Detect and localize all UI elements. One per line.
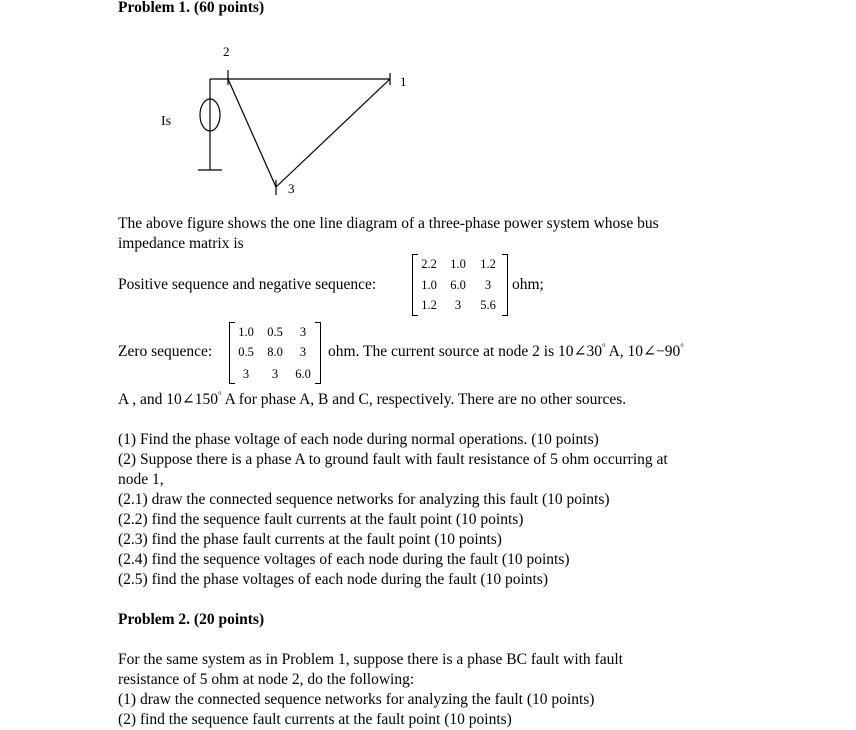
problem2-line-1: For the same system as in Problem 1, suppose there is a phase BC fault with fault <box>118 651 623 668</box>
zero-sequence-label: Zero sequence: <box>118 343 213 360</box>
problem2-question-2: (2) find the sequence fault currents at the fault point (10 points) <box>118 711 512 728</box>
matrix-cell: 3 <box>271 367 279 381</box>
problem1-title: Problem 1. (60 points) <box>118 0 265 16</box>
intro-line-1: The above figure shows the one line diagram of a three-phase power system whose bus <box>118 215 659 232</box>
zero-sequence-text: ohm. The current source at node 2 is 10∠30° A, 10∠−90° <box>328 342 684 360</box>
problem2-question-1: (1) draw the connected sequence networks for analyzing the fault (10 points) <box>118 691 595 708</box>
matrix-cell: 3 <box>484 278 492 292</box>
node-2-label: 2 <box>223 44 230 59</box>
matrix-cell: 3 <box>299 325 307 339</box>
line-1-3 <box>276 79 390 187</box>
matrix-cell: 5.6 <box>480 298 496 312</box>
positive-sequence-unit: ohm; <box>512 276 544 293</box>
question-2-line-2: node 1, <box>118 471 164 488</box>
question-2-3: (2.3) find the phase fault currents at the fault point (10 points) <box>118 531 502 548</box>
matrix-cell: 3 <box>299 345 307 359</box>
matrix-cell: 1.0 <box>421 278 437 292</box>
line-2-3 <box>228 79 276 187</box>
source-label: Is <box>161 114 172 129</box>
matrix-cell: 3 <box>242 367 250 381</box>
question-2-1: (2.1) draw the connected sequence networks for analyzing this fault (10 points) <box>118 491 610 508</box>
problem2-line-2: resistance of 5 ohm at node 2, do the following: <box>118 671 415 688</box>
matrix-cell: 0.5 <box>267 325 283 339</box>
phase-currents-line: A , and 10∠150° A for phase A, B and C, respectively. There are no other sources. <box>118 390 627 408</box>
matrix-cell: 3 <box>454 298 462 312</box>
matrix-cell: 1.0 <box>450 257 466 271</box>
question-1: (1) Find the phase voltage of each node during normal operations. (10 points) <box>118 431 599 448</box>
intro-line-2: impedance matrix is <box>118 235 244 252</box>
pos-matrix-right-bracket <box>502 254 508 316</box>
question-2-5: (2.5) find the phase voltages of each node during the fault (10 points) <box>118 571 549 588</box>
matrix-cell: 8.0 <box>267 345 283 359</box>
problem2-title: Problem 2. (20 points) <box>118 611 265 628</box>
question-2-4: (2.4) find the sequence voltages of each node during the fault (10 points) <box>118 551 570 568</box>
matrix-cell: 1.0 <box>238 325 254 339</box>
matrix-cell: 6.0 <box>295 367 311 381</box>
node-1-label: 1 <box>400 74 407 89</box>
matrix-cell: 2.2 <box>421 257 437 271</box>
matrix-cell: 0.5 <box>238 345 254 359</box>
matrix-cell: 1.2 <box>480 257 496 271</box>
node-3-label: 3 <box>288 181 295 196</box>
matrix-cell: 6.0 <box>450 278 466 292</box>
one-line-diagram <box>150 40 430 200</box>
matrix-cell: 1.2 <box>421 298 437 312</box>
question-2-line-1: (2) Suppose there is a phase A to ground fault with fault resistance of 5 ohm occurring at <box>118 451 668 468</box>
positive-sequence-label: Positive sequence and negative sequence: <box>118 276 377 293</box>
question-2-2: (2.2) find the sequence fault currents at the fault point (10 points) <box>118 511 524 528</box>
